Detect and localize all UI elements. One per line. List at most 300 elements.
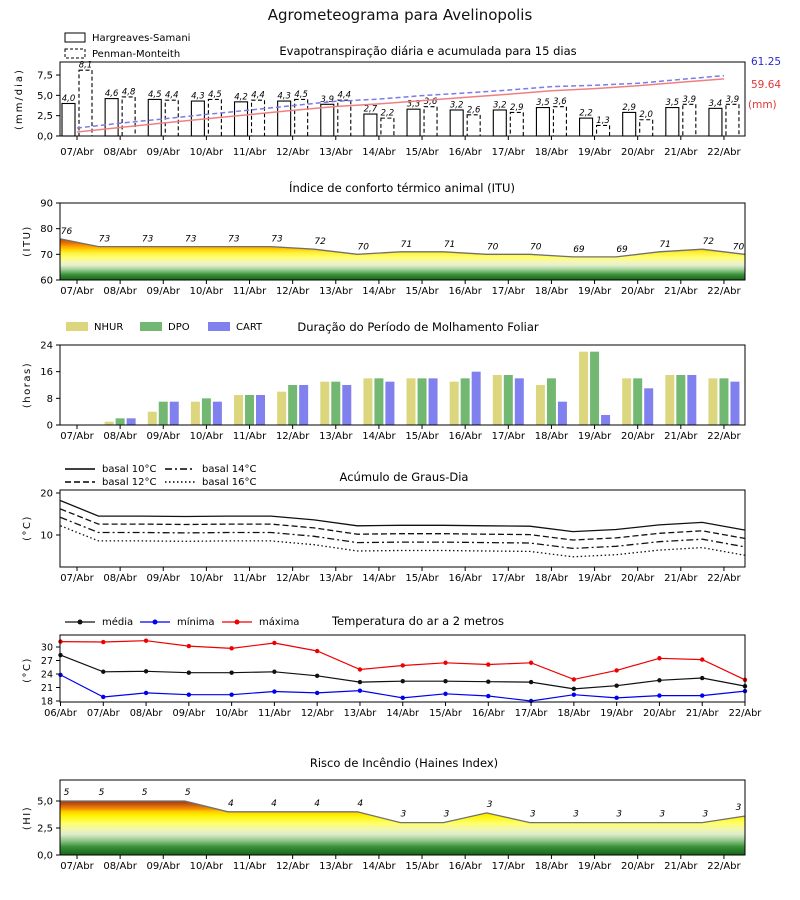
bar-hargreaves [493,110,506,136]
y-tick-label: 60 [40,275,53,287]
x-tick-label: 19/Abr [577,147,612,158]
x-tick-label: 18/Abr [534,286,569,297]
data-point-mínima [144,691,148,695]
bar-nhur [493,375,502,425]
bar-value-label: 4,5 [208,89,222,100]
data-point-média [529,680,533,684]
x-tick-label: 09/Abr [146,861,180,872]
plot-frame [60,635,745,702]
x-tick-label: 11/Abr [232,147,267,158]
accum-total-hargreaves: 59.64 [751,79,782,91]
bar-cart [515,378,524,425]
accum-unit-label: (mm) [748,99,777,111]
bar-value-label: 3,9 [682,94,697,105]
x-tick-label: 08/Abr [103,147,137,158]
data-point-máxima [657,656,661,660]
y-tick-label: 5,0 [37,90,53,102]
bar-dpo [116,418,125,425]
bar-hargreaves [364,114,377,136]
x-tick-label: 16/Abr [471,708,505,719]
x-tick-label: 22/Abr [707,431,741,442]
bar-cart [558,402,567,425]
point-value-label: 3 [486,799,493,810]
data-point-mínima [443,692,447,696]
legend-label: média [102,617,134,628]
x-tick-label: 09/Abr [146,431,180,442]
point-value-label: 72 [702,237,715,248]
bar-cart [472,372,481,425]
bar-dpo [202,398,211,425]
x-tick-label: 22/Abr [707,573,741,584]
x-tick-label: 15/Abr [405,861,439,872]
x-tick-label: 08/Abr [103,861,137,872]
bar-dpo [504,375,513,425]
plot-frame [60,490,745,567]
legend-swatch-dpo [140,322,162,331]
data-point-mínima [486,694,490,698]
x-tick-label: 16/Abr [448,147,482,158]
bar-dpo [719,378,728,425]
point-value-label: 70 [530,242,542,253]
legend-swatch-penman [65,49,85,58]
x-axis [60,855,741,872]
bar-nhur [234,395,243,425]
x-tick-label: 15/Abr [429,708,462,719]
x-tick-label: 21/Abr [664,431,698,442]
bar-value-label: 2,6 [466,105,481,116]
y-axis [40,341,60,432]
bar-hargreaves [148,99,161,136]
bar-value-label: 3,2 [449,100,464,111]
x-tick-label: 21/Abr [664,573,698,584]
series-média [61,655,746,689]
y-tick-label: 0,0 [37,131,53,143]
bar-cart [601,415,610,425]
bar-value-label: 4,3 [277,91,291,102]
x-tick-label: 12/Abr [275,861,310,872]
bar-value-label: 4,3 [191,91,205,102]
y-tick-label: 70 [40,249,53,261]
bar-value-label: 4,6 [104,89,119,100]
x-tick-label: 09/Abr [172,708,206,719]
x-tick-label: 20/Abr [620,861,655,872]
legend-label: basal 12°C [102,477,157,488]
bar-value-label: 2,0 [639,110,653,121]
y-axis [37,797,60,862]
y-tick-label: 21 [40,683,53,694]
x-tick-label: 10/Abr [189,431,224,442]
bar-nhur [320,382,329,425]
bar-penman [640,120,653,136]
data-point-mínima [614,696,618,700]
point-value-label: 70 [357,242,370,253]
data-point-máxima [572,677,576,681]
legend-swatch-nhur [66,322,88,331]
data-point-média [272,670,276,674]
x-tick-label: 09/Abr [146,147,180,158]
bar-nhur [363,378,372,425]
y-axis [41,643,60,708]
x-tick-label: 19/Abr [577,573,612,584]
point-value-label: 3 [573,809,579,820]
y-axis [40,489,60,542]
legend-label-penman: Penman-Monteith [92,49,181,60]
x-tick-label: 20/Abr [643,708,676,719]
bar-nhur [536,385,545,425]
data-point-mínima [700,693,704,697]
point-value-label: 69 [573,244,585,255]
data-point-mínima [229,693,233,697]
chart-title: Acúmulo de Graus-Dia [339,470,469,484]
point-value-label: 73 [228,234,240,245]
data-point-máxima [486,662,490,666]
x-tick-label: 18/Abr [534,861,569,872]
bar-value-label: 4,8 [121,87,136,98]
bar-dpo [418,378,427,425]
point-value-label: 3 [443,809,450,820]
bar-cart [429,378,438,425]
x-tick-label: 20/Abr [620,431,655,442]
x-tick-label: 07/Abr [60,286,94,297]
data-point-média [187,670,191,674]
point-value-label: 70 [486,242,499,253]
legend-label: mínima [177,617,215,628]
y-axis [40,198,60,286]
bar-penman [553,107,566,136]
bar-dpo [590,352,599,425]
x-tick-label: 08/Abr [103,573,137,584]
bar-hargreaves [235,102,248,136]
bar-cart [730,382,739,425]
x-tick-label: 17/Abr [491,147,526,158]
y-tick-label: 8 [46,393,53,405]
x-tick-label: 13/Abr [319,286,353,297]
x-tick-label: 15/Abr [405,573,439,584]
x-tick-label: 21/Abr [664,286,698,297]
bar-penman [424,107,437,136]
x-tick-label: 21/Abr [664,147,698,158]
data-point-média [443,679,447,683]
bar-hargreaves [709,108,722,136]
bar-value-label: 3,5 [665,98,680,109]
x-tick-label: 11/Abr [232,431,267,442]
data-point-média [101,670,105,674]
y-tick-label: 16 [40,367,53,379]
x-tick-label: 19/Abr [600,708,633,719]
x-axis [60,425,741,442]
bar-value-label: 3,9 [320,94,335,105]
bar-hargreaves [580,118,593,136]
legend-label: máxima [259,617,300,628]
legend-marker [78,620,83,625]
bar-cart [687,375,696,425]
data-point-mínima [315,691,319,695]
bar-penman [597,125,610,136]
page-title: Agrometeograma para Avelinopolis [267,6,533,24]
data-point-média [229,670,233,674]
bar-nhur [277,392,286,425]
data-point-máxima [700,657,704,661]
point-value-label: 69 [616,244,628,255]
x-axis [44,702,762,719]
bar-hargreaves [666,108,679,136]
x-tick-label: 14/Abr [362,573,396,584]
bar-cart [127,418,136,425]
bar-cart [342,385,351,425]
bar-penman [726,104,739,136]
y-tick-label: 20 [40,488,53,500]
x-tick-label: 07/Abr [60,573,94,584]
bar-penman [381,118,394,136]
y-axis-label: (HI) [22,805,33,831]
x-tick-label: 13/Abr [319,431,353,442]
bar-value-label: 4,0 [61,93,76,104]
chart-title: Temperatura do ar a 2 metros [331,614,505,628]
series-dashdot [61,517,745,548]
point-value-label: 71 [443,239,456,250]
bar-value-label: 4,5 [294,89,308,100]
bar-value-label: 3,6 [423,97,438,108]
data-point-mínima [101,695,105,699]
data-point-mínima [572,693,576,697]
series-solid [61,501,745,532]
point-value-label: 4 [271,798,277,809]
bar-dpo [461,378,470,425]
point-value-label: 3 [702,809,709,820]
bar-dpo [676,375,685,425]
x-tick-label: 21/Abr [664,861,698,872]
point-value-label: 71 [400,239,413,250]
bar-hargreaves [450,110,463,136]
x-tick-label: 19/Abr [577,861,612,872]
bar-nhur [579,352,588,425]
y-tick-label: 0 [46,420,53,432]
legend-label-cart: CART [236,322,263,333]
bar-value-label: 2,2 [579,108,593,119]
bar-value-label: 4,5 [147,89,162,100]
data-point-máxima [401,663,405,667]
x-tick-label: 15/Abr [405,147,439,158]
x-tick-label: 10/Abr [189,147,224,158]
bar-penman [510,112,523,136]
x-tick-label: 21/Abr [685,708,719,719]
x-tick-label: 22/Abr [707,861,741,872]
bar-value-label: 2,2 [380,108,395,119]
bar-value-label: 2,9 [510,102,524,113]
y-tick-label: 24 [40,340,53,352]
point-value-label: 76 [60,226,73,237]
x-tick-label: 22/Abr [707,286,741,297]
point-value-label: 4 [314,798,321,809]
x-tick-label: 14/Abr [362,861,396,872]
bar-dpo [547,378,556,425]
legend-label-nhur: NHUR [94,322,124,333]
bar-value-label: 3,9 [725,94,740,105]
point-value-label: 5 [141,788,148,798]
point-value-label: 3 [616,809,622,820]
bar-cart [256,395,265,425]
bar-dpo [331,382,340,425]
point-value-label: 5 [98,788,105,798]
series-dotted [61,526,745,557]
x-tick-label: 13/Abr [319,147,353,158]
bar-dpo [159,402,168,425]
data-point-média [614,684,618,688]
bar-penman [467,115,480,136]
y-tick-label: 80 [40,224,53,236]
x-tick-label: 22/Abr [728,708,762,719]
y-tick-label: 30 [40,642,53,654]
x-axis [60,280,741,297]
data-point-máxima [529,661,533,665]
point-value-label: 3 [659,809,666,820]
bar-series [105,352,740,425]
point-value-label: 3 [735,803,742,814]
bar-cart [213,402,222,425]
chart-molhamento-foliar [0,315,800,450]
x-tick-label: 13/Abr [319,573,353,584]
bar-dpo [374,378,383,425]
legend-swatch-cart [208,322,230,331]
point-value-label: 73 [271,234,283,245]
x-tick-label: 12/Abr [275,286,310,297]
y-tick-label: 24 [40,669,53,681]
data-point-máxima [101,640,105,644]
data-point-máxima [358,667,362,671]
data-point-média [401,679,405,683]
x-tick-label: 10/Abr [189,861,224,872]
x-tick-label: 08/Abr [129,708,163,719]
x-tick-label: 10/Abr [189,573,224,584]
bar-dpo [633,378,642,425]
data-point-média [358,680,362,684]
point-value-label: 73 [141,234,154,245]
bar-hargreaves [536,108,549,136]
chart-title: Duração do Período de Molhamento Foliar [297,320,539,334]
point-value-label: 73 [98,234,111,245]
data-point-média [700,676,704,680]
x-tick-label: 11/Abr [232,861,267,872]
x-axis [60,567,741,584]
bar-nhur [665,375,674,425]
x-tick-label: 16/Abr [448,573,482,584]
series-dashed [61,509,745,540]
x-tick-label: 13/Abr [319,861,353,872]
legend-label: basal 16°C [202,477,257,488]
point-value-label: 73 [185,234,197,245]
chart-title: Evapotranspiração diária e acumulada para 15 dias [279,44,577,58]
y-tick-label: 2,5 [37,823,53,835]
bar-hargreaves [62,103,75,136]
y-axis [37,71,60,143]
x-tick-label: 20/Abr [620,286,655,297]
point-value-label: 4 [228,798,234,809]
data-point-média [657,678,661,682]
x-tick-label: 07/Abr [86,708,120,719]
bar-dpo [245,395,254,425]
data-point-média [315,674,319,678]
bar-dpo [288,385,297,425]
bar-value-label: 3,4 [708,98,723,109]
x-tick-label: 13/Abr [343,708,377,719]
legend-label: basal 10°C [102,464,157,475]
bar-value-label: 4,4 [337,90,352,101]
x-tick-label: 09/Abr [146,573,180,584]
legend-marker [153,620,158,625]
bar-nhur [622,378,631,425]
x-tick-label: 14/Abr [362,147,396,158]
bar-series [62,61,739,136]
data-point-máxima [272,641,276,645]
bar-penman [79,70,92,136]
data-point-mínima [187,693,191,697]
data-point-mínima [401,696,405,700]
y-tick-label: 18 [40,696,53,708]
point-value-label: 72 [314,237,326,248]
bar-hargreaves [105,99,118,136]
legend-label: basal 14°C [202,464,257,475]
chart-evapotranspiracao [0,28,800,175]
x-tick-label: 06/Abr [44,708,77,719]
x-tick-label: 15/Abr [405,286,439,297]
point-value-label: 3 [529,809,536,820]
data-point-máxima [315,649,319,653]
data-point-média [572,687,576,691]
y-tick-label: 7,5 [37,70,53,82]
point-value-label: 5 [184,788,191,798]
x-tick-label: 19/Abr [577,286,612,297]
x-axis [60,136,741,158]
point-value-label: 70 [732,242,745,253]
chart-haines [0,740,800,900]
bar-nhur [191,402,200,425]
x-tick-label: 11/Abr [258,708,291,719]
data-point-máxima [614,668,618,672]
x-tick-label: 07/Abr [60,861,94,872]
chart-temperatura [0,590,800,740]
x-tick-label: 14/Abr [386,708,420,719]
x-tick-label: 08/Abr [103,286,137,297]
bar-hargreaves [321,104,334,136]
x-tick-label: 17/Abr [514,708,548,719]
bar-penman [252,100,265,136]
legend-label-dpo: DPO [168,322,190,333]
data-point-média [144,669,148,673]
x-tick-label: 10/Abr [215,708,248,719]
bar-value-label: 2,9 [622,102,636,113]
legend-marker [235,620,240,625]
bar-value-label: 3,3 [406,99,421,110]
bar-cart [644,388,653,425]
bar-value-label: 4,4 [164,90,179,101]
x-tick-label: 18/Abr [534,573,569,584]
y-axis-label: (°C) [22,657,33,683]
bar-nhur [708,378,717,425]
x-tick-label: 14/Abr [362,286,396,297]
y-axis-label: (°C) [22,515,33,541]
bar-nhur [148,412,157,425]
x-tick-label: 19/Abr [577,431,612,442]
x-tick-label: 11/Abr [232,286,267,297]
y-axis-label: (ITU) [22,225,33,257]
y-tick-label: 90 [40,198,53,210]
x-tick-label: 22/Abr [707,147,741,158]
x-tick-label: 16/Abr [448,286,482,297]
data-point-máxima [187,644,191,648]
point-value-label: 3 [400,809,407,820]
point-value-label: 4 [357,798,364,809]
bar-value-label: 8,1 [78,60,93,71]
